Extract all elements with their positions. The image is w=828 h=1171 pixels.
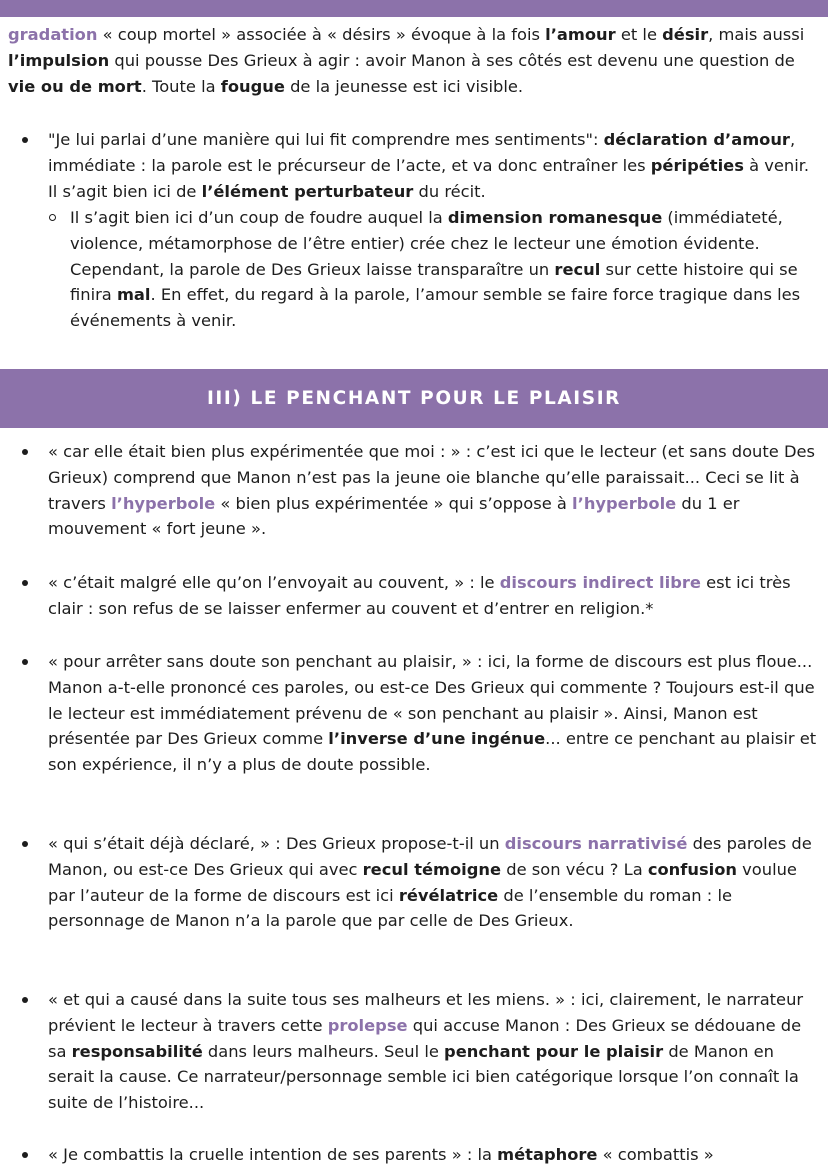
text-run: « et qui a causé dans la suite tous ses malheurs et les miens. » : ici, clairement, le narrateur prévient le lecteur à travers cette (48, 990, 809, 1035)
text-run: « pour arrêter sans doute son penchant au plaisir, » : ici, la forme de discours est plus floue... Manon a-t-elle prononcé ces paroles, ou est-ce Des Grieux qui commente ? Toujours est-il que le lecteur est immédiatement prévenu de « son penchant au plaisir ». Ainsi, Manon est présentée par Des Grieux comme (48, 652, 820, 749)
text-run: du récit. (413, 181, 486, 201)
highlight-term: discours narrativisé (504, 834, 688, 853)
bold-text: confusion (647, 859, 737, 879)
list-item (48, 1142, 820, 1168)
bold-text: révélatrice (398, 885, 499, 905)
text-run: est ici très clair : son refus de se laisser enfermer au couvent et d’entrer en religion.* (48, 573, 796, 618)
bold-text: l’amour (545, 25, 616, 44)
bold-text: péripéties (650, 155, 744, 175)
text-run: du 1 er mouvement « fort jeune ». (48, 493, 745, 539)
bold-text: dimension romanesque (447, 208, 663, 227)
text-run: « combattis » (597, 1145, 714, 1164)
list-item (48, 127, 820, 204)
section-heading: III) LE PENCHANT POUR LE PLAISIR (206, 388, 622, 409)
text-run: « car elle était bien plus expérimentée que moi : » : c’est ici que le lecteur (et sans doute Des Grieux) comprend que Manon n’est pas la jeune oie blanche qu’elle paraissait... Ceci se lit à travers (48, 442, 821, 513)
text-run: qui accuse Manon : Des Grieux se dédouane de sa (48, 1015, 807, 1061)
highlight-term: prolepse (327, 1015, 408, 1035)
highlight-term: gradation (8, 25, 98, 44)
list-item (48, 831, 820, 934)
text-run: de la jeunesse est ici visible. (284, 76, 524, 96)
text-run: « coup mortel » associée à « désirs » évoque à la fois (97, 25, 546, 44)
text-run: , immédiate : la parole est le précurseur de l’acte, et va donc entraîner les (48, 130, 801, 175)
text-run: . Toute la (141, 76, 221, 96)
bold-text: penchant pour le plaisir (444, 1041, 664, 1061)
text-run: , mais aussi (708, 25, 810, 44)
bold-text: l’élément perturbateur (201, 181, 414, 201)
text-run: de son vécu ? La (501, 859, 648, 879)
bold-text: l’inverse d’une ingénue (328, 729, 546, 749)
bold-text: responsabilité (71, 1041, 203, 1061)
text-run: des paroles de Manon, ou est-ce Des Grieux qui avec (48, 834, 817, 879)
list-item (48, 570, 820, 622)
bold-text: recul (554, 259, 601, 279)
text-run: ... entre ce penchant au plaisir et son expérience, il n’y a plus de doute possible. (48, 729, 822, 775)
sub-list-item (70, 205, 820, 334)
bold-text: fougue (220, 76, 285, 96)
intro-paragraph (8, 22, 820, 99)
text-run: « c’était malgré elle qu’on l’envoyait au couvent, » : le (48, 573, 500, 592)
text-run: dans leurs malheurs. Seul le (202, 1041, 445, 1061)
highlight-term: l’hyperbole (111, 493, 216, 513)
text-run: . En effet, du regard à la parole, l’amour semble se faire force tragique dans les événements à venir. (70, 285, 806, 331)
text-run: « bien plus expérimentée » qui s’oppose à (215, 493, 573, 513)
text-run: Il s’agit bien ici d’un coup de foudre auquel la (70, 208, 448, 227)
text-run: voulue par l’auteur de la forme de discours est ici (48, 859, 803, 905)
highlight-term: discours indirect libre (499, 573, 701, 592)
text-run: qui pousse Des Grieux à agir : avoir Manon à ses côtés est devenu une question de (109, 50, 800, 70)
top-accent-bar (0, 0, 828, 17)
bold-text: déclaration d’amour (603, 130, 790, 149)
text-run: et le (615, 25, 663, 44)
highlight-term: l’hyperbole (572, 493, 677, 513)
text-run: (immédiateté, violence, métamorphose de l’être entier) crée chez le lecteur une émotion évidente. Cependant, la parole de Des Grieux laisse transparaître un (70, 208, 789, 279)
bold-text: l’impulsion (8, 50, 110, 70)
bold-text: recul témoigne (362, 859, 502, 879)
section-heading-band (0, 369, 828, 428)
text-run: "Je lui parlai d’une manière qui lui fit comprendre mes sentiments": (48, 130, 604, 149)
bold-text: désir (662, 25, 709, 44)
list-item (48, 649, 820, 778)
list-item (48, 987, 820, 1116)
text-run: de l’ensemble du roman : le personnage de Manon n’a la parole que par celle de Des Grieux. (48, 885, 738, 931)
bold-text: métaphore (497, 1145, 598, 1164)
text-run: sur cette histoire qui se finira (70, 259, 803, 305)
text-run: de Manon en serait la cause. Ce narrateur/personnage semble ici bien catégorique lorsque l’on connaît la suite de l’histoire... (48, 1041, 805, 1113)
bold-text: vie ou de mort (8, 76, 142, 96)
text-run: à venir. Il s’agit bien ici de (48, 155, 815, 201)
text-run: « qui s’était déjà déclaré, » : Des Grieux propose-t-il un (48, 834, 505, 853)
text-run: « Je combattis la cruelle intention de ses parents » : la (48, 1145, 498, 1164)
bold-text: mal (116, 285, 151, 305)
list-item (48, 439, 820, 542)
